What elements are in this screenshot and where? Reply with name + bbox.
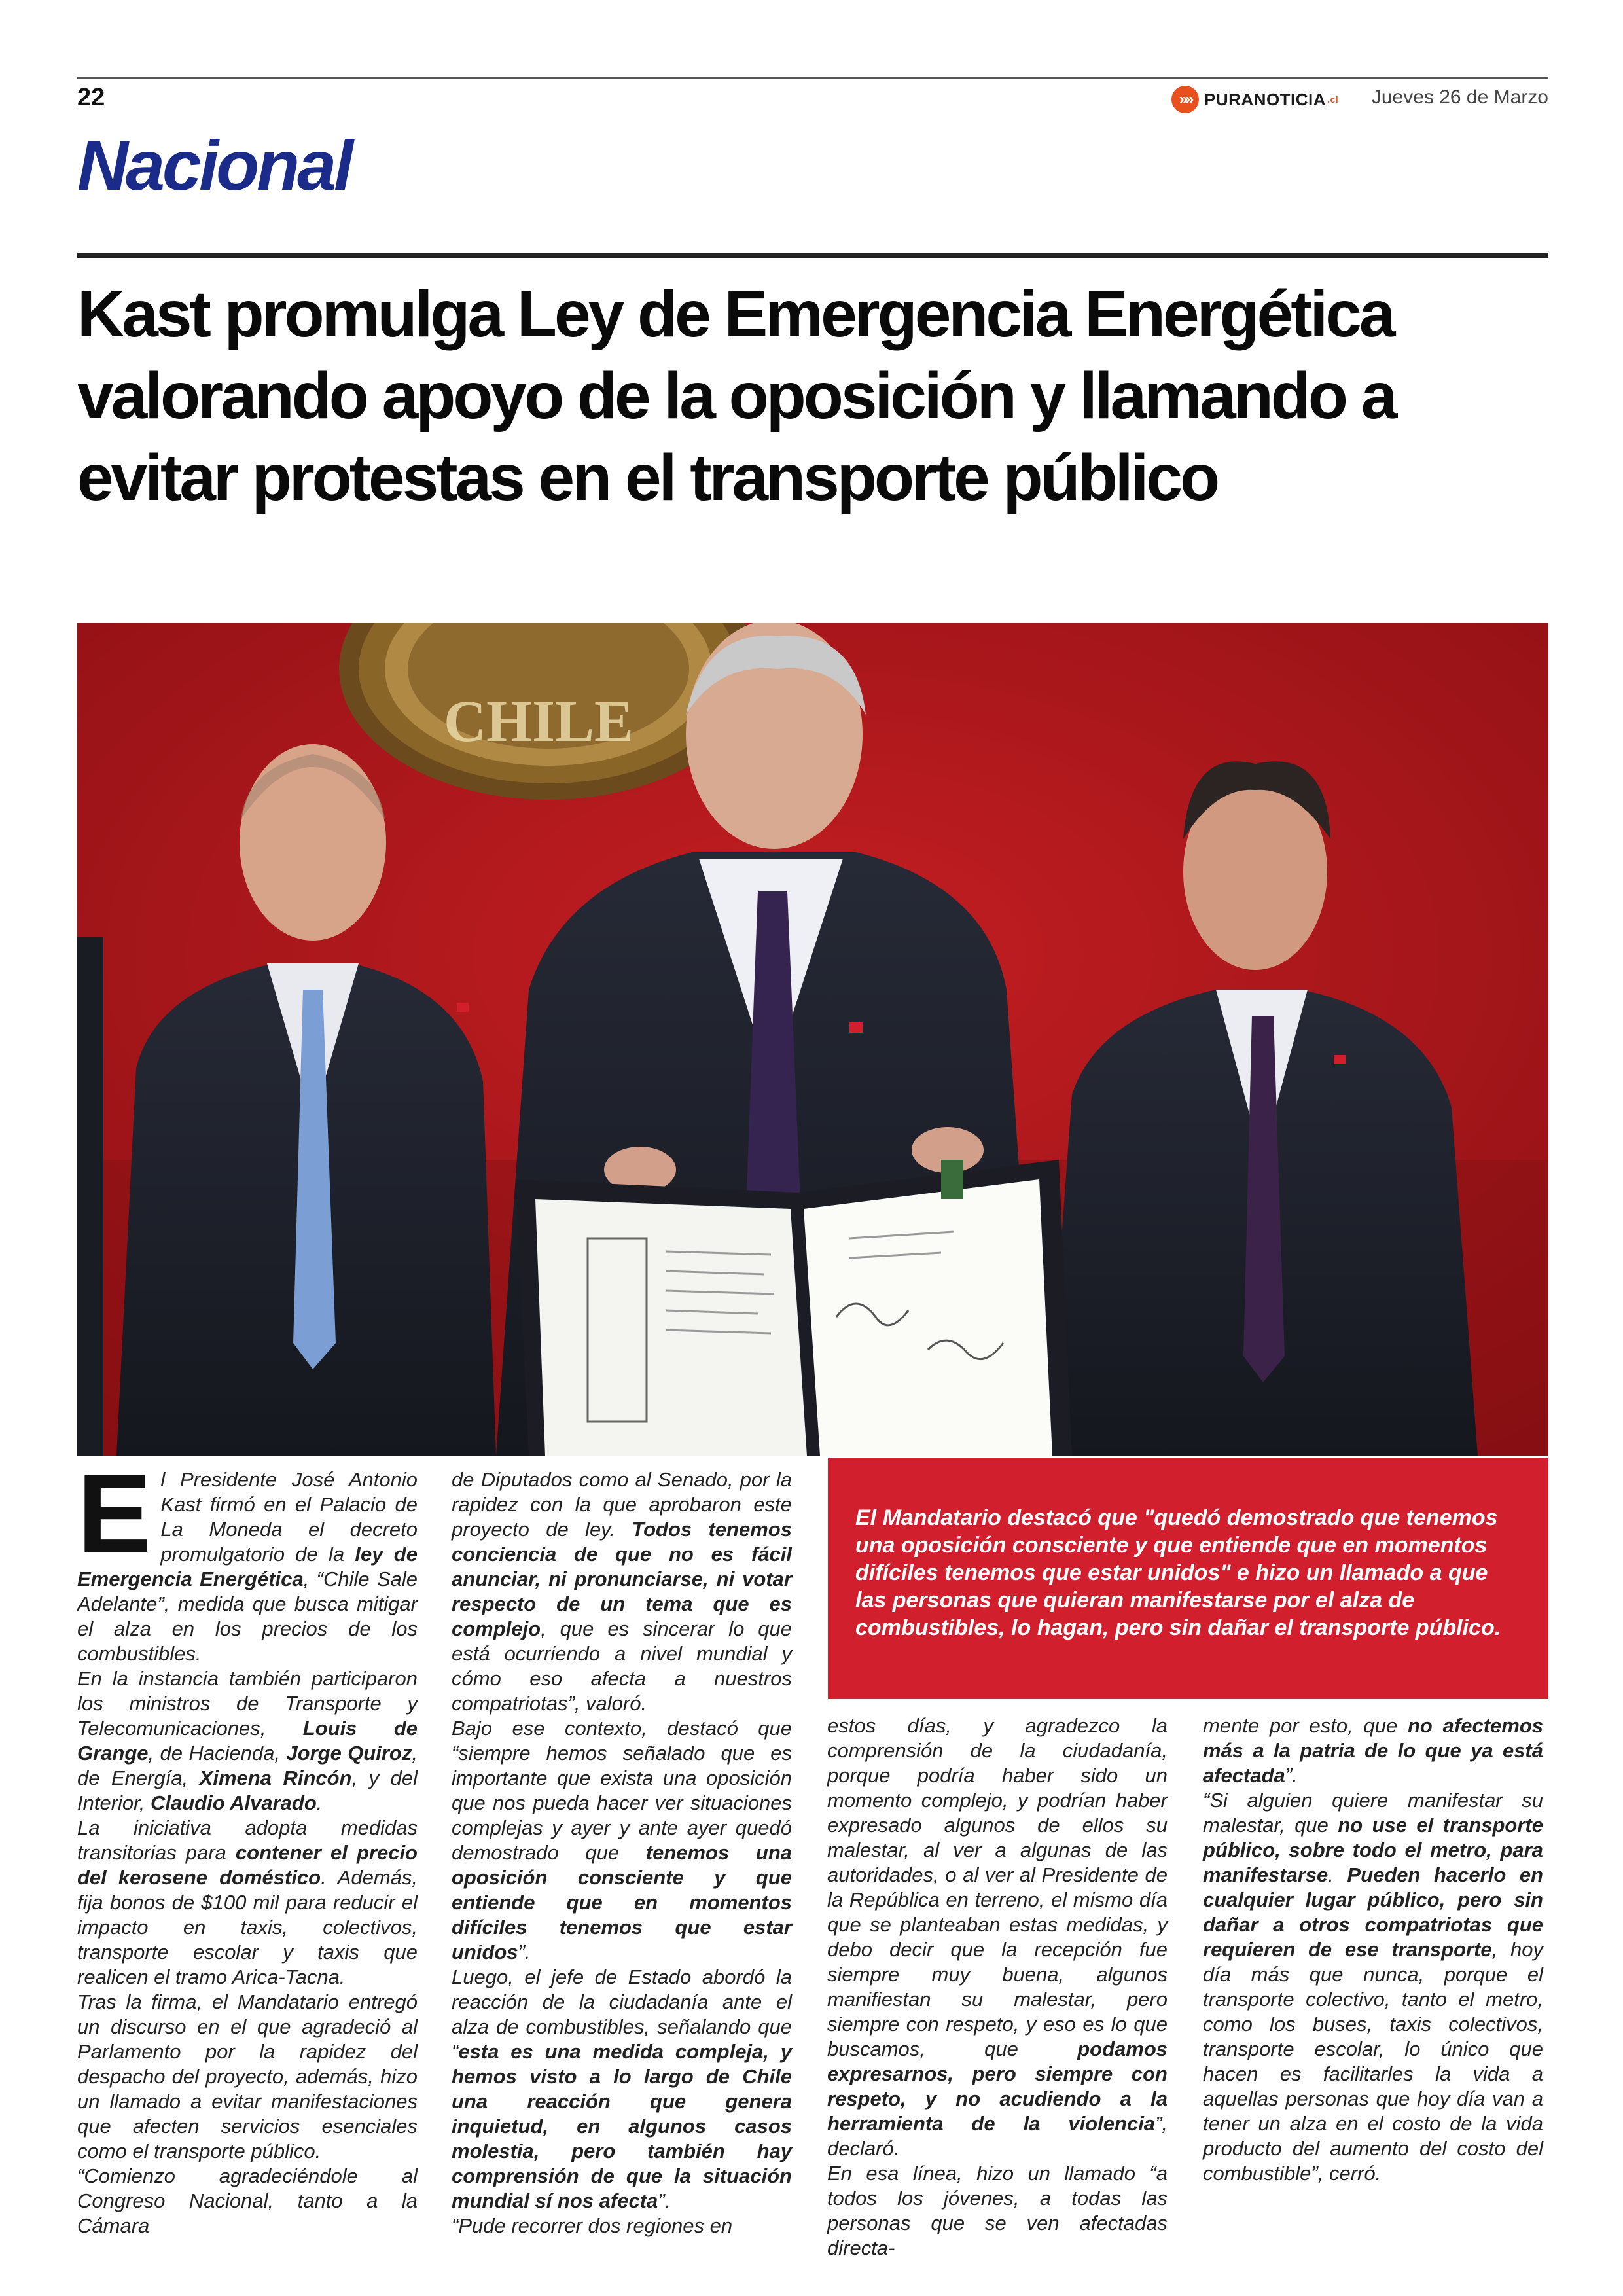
paragraph: estos días, y agradezco la comprensión de la ciudadanía, porque podría haber sido un momento complejo, y podrían haber expresado algunos de ellos su malestar, al ver a algunas de las autoridades, o al ver al Presidente de la República en terreno, el mismo día que se planteaban estas medidas, y debo decir que la recepción fue siempre muy buena, algunos manifiestan su malestar, pero siempre con respeto, y eso es lo que buscamos, que podamos expresarnos, pero siempre con respeto, y no acudiendo a la herramienta de la violencia”, declaró.: [827, 1714, 1168, 2160]
paragraph: “Pude recorrer dos regiones en: [452, 2214, 733, 2237]
logo-suffix: .cl: [1327, 94, 1339, 105]
article-headline: Kast promulga Ley de Emergencia Energética valorando apoyo de la oposición y llamando a evitar protestas en el transporte público: [77, 278, 1395, 514]
paragraph: En esa línea, hizo un llamado “a todos los jóvenes, a todas las personas que se ven afectadas directa-: [827, 2162, 1168, 2259]
top-rule: [77, 77, 1548, 79]
lead-text-2: , “Chile Sale Adelante”, medida que busca mitigar el alza en los precios de los combustibles.: [77, 1568, 418, 1665]
puranoticia-logo[interactable]: [1171, 85, 1338, 114]
lead-paragraph: [77, 1467, 418, 1666]
paragraph: En la instancia también participaron los ministros de Transporte y Telecomunicaciones, Louis de Grange, de Hacienda, Jorge Quiroz, de Energía, Ximena Rincón, y del Interior, Claudio Alvarado.: [77, 1667, 418, 1814]
article-photo: [77, 623, 1548, 1456]
paragraph: “Si alguien quiere manifestar su malestar, que no use el transporte público, sobre todo el metro, para manifestarse. Pueden hacerlo en cualquier lugar público, pero sin dañar a otros compatriotas que requieren de ese transporte, hoy día más que nunca, porque el transporte colectivo, tanto el metro, como los buses, taxis colectivos, transporte escolar, lo único que hacen es facilitarles la vida a aquellas personas que hoy día van a tener un alza en el costo de la vida producto del aumento del costo del combustible”, cerró.: [1203, 1789, 1544, 2185]
article-column-2: [452, 1467, 792, 2238]
headline-rule: [77, 253, 1548, 258]
article-column-1: [77, 1467, 418, 2238]
signed-law-document: [516, 1160, 1072, 1456]
drop-cap: E: [77, 1467, 152, 1576]
logo-chevrons-icon: »»: [1171, 86, 1199, 113]
paragraph: Tras la firma, el Mandatario entregó un discurso en el que agradeció al Parlamento por la rapidez del despacho del proyecto, además, hizo un llamado a evitar manifestaciones que afecten servicios esenciales como el transporte público.: [77, 1990, 418, 2162]
article-column-3: [827, 1713, 1168, 2261]
section-title: Nacional: [77, 126, 351, 205]
article-column-4: [1203, 1713, 1543, 2186]
paragraph: mente por esto, que no afectemos más a la patria de lo que ya está afectada”.: [1203, 1714, 1543, 1787]
pull-quote-text: El Mandatario destacó que "quedó demostrado que tenemos una oposición consciente y que entiende que en momentos difíciles tenemos que estar unidos" e hizo un llamado a que las personas que quieran manifestarse por el alza de combustibles, lo hagan, pero sin dañar el transporte público.: [855, 1505, 1501, 1640]
paragraph: Luego, el jefe de Estado abordó la reacción de la ciudadanía ante el alza de combustibles, señalando que “esta es una medida compleja, y hemos visto a lo largo de Chile una reacción que genera inquietud, en algunos casos molestia, pero también hay comprensión de que la situación mundial sí nos afecta”.: [452, 1965, 792, 2212]
seal-text: CHILE: [444, 689, 634, 754]
paragraph: de Diputados como al Senado, por la rapidez con la que aprobaron este proyecto de ley. Todos tenemos conciencia de que no es fácil anunciar, ni pronunciarse, ni votar respecto de un tema que es complejo, que es sincerar lo que está ocurriendo a nivel mundial y cómo eso afecta a nuestros compatriotas”, valoró.: [452, 1468, 792, 1715]
logo-text: PURANOTICIA: [1204, 89, 1327, 109]
lead-text: l Presidente José Antonio Kast firmó en el Palacio de La Moneda el decreto promulgatorio de la: [160, 1468, 418, 1566]
page-number: 22: [77, 84, 105, 111]
paragraph: “Comienzo agradeciéndole al Congreso Nacional, tanto a la Cámara: [77, 2164, 418, 2237]
pull-quote-box: [828, 1458, 1548, 1699]
law-name: ley de Emergencia Energética: [77, 1543, 418, 1590]
paragraph: La iniciativa adopta medidas transitorias para contener el precio del kerosene doméstico. Además, fija bonos de $100 mil para reducir el impacto en taxis, colectivos, transporte escolar y taxis que realicen el tramo Arica-Tacna.: [77, 1816, 418, 1988]
issue-date: Jueves 26 de Marzo: [1371, 86, 1548, 108]
paragraph: Bajo ese contexto, destacó que “siempre hemos señalado que es importante que exista una oposición que nos pueda hacer ver situaciones complejas y ayer y ante ayer quedó demostrado que tenemos una oposición consciente y que entiende que en momentos difíciles tenemos que estar unidos”.: [452, 1717, 792, 1964]
photo-illustration: [77, 623, 1548, 1456]
